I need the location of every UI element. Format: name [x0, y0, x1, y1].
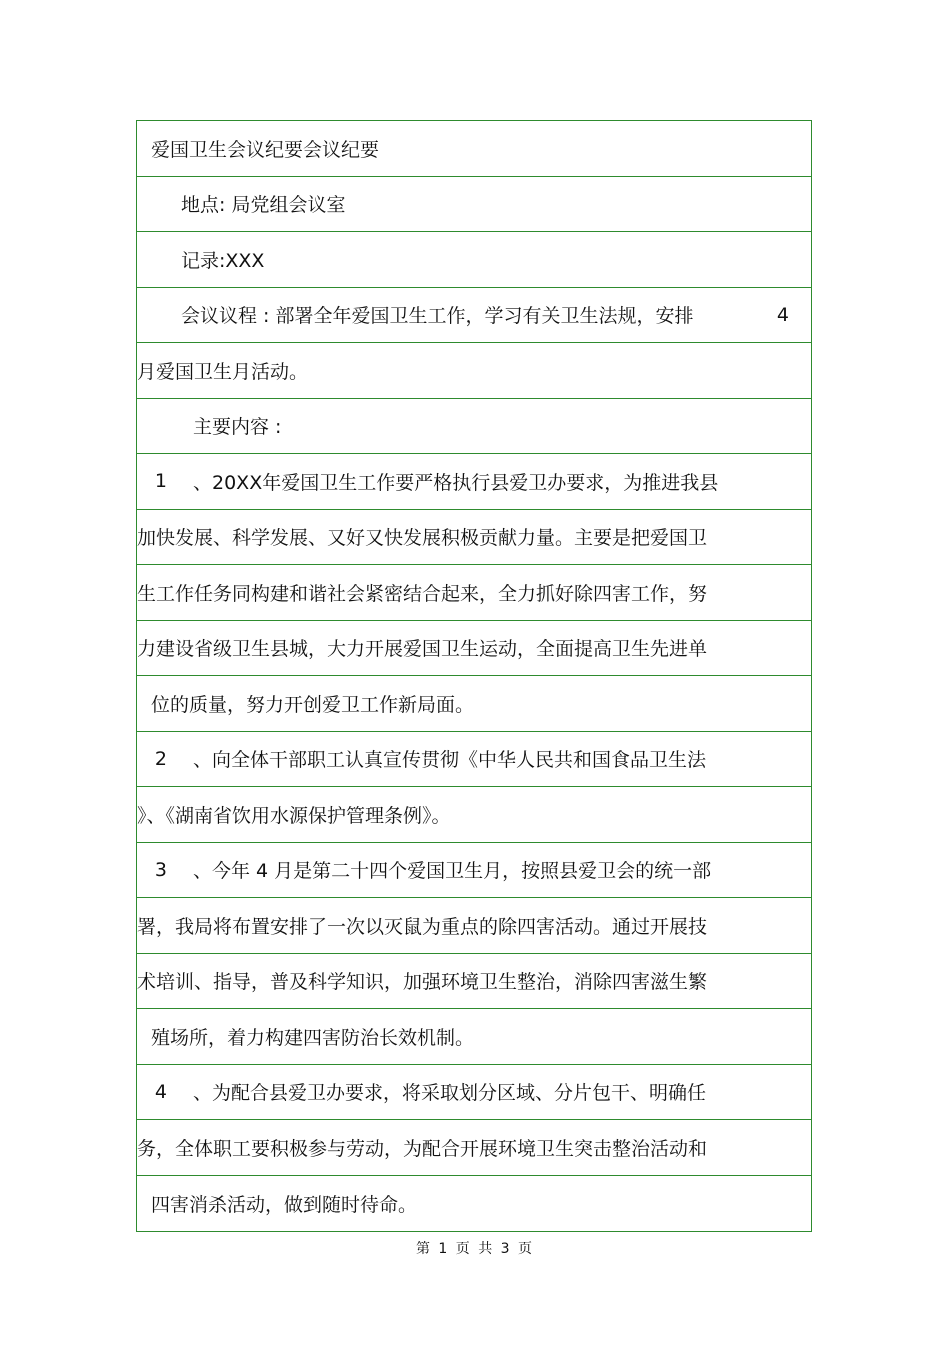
- item-text: 生工作任务同构建和谐社会紧密结合起来，全力抓好除四害工作，努: [137, 582, 708, 605]
- document-title: 爱国卫生会议纪要会议纪要: [151, 138, 380, 161]
- minutes-table: [136, 120, 812, 1232]
- location-text: 地点: 局党组会议室: [181, 194, 346, 217]
- item-text: 术培训、指导，普及科学知识，加强环境卫生整治，消除四害滋生繁: [137, 971, 708, 994]
- item-3-line-3: [137, 954, 811, 1010]
- item-text: 署，我局将布置安排了一次以灭鼠为重点的除四害活动。通过开展技: [137, 915, 708, 938]
- title-row: [137, 121, 811, 177]
- item-4-line-3: [137, 1176, 811, 1232]
- page-footer: 第 1 页 共 3 页: [415, 1241, 535, 1257]
- recorder-text: 记录:XXX: [181, 249, 265, 272]
- item-text: 殖场所，着力构建四害防治长效机制。: [151, 1026, 475, 1049]
- content-heading-row: [137, 399, 811, 455]
- item-number: 3: [154, 858, 167, 881]
- item-1-line-4: [137, 621, 811, 677]
- item-4-line-2: [137, 1120, 811, 1176]
- item-text: 四害消杀活动，做到随时待命。: [151, 1193, 418, 1216]
- item-4-line-1: [137, 1065, 811, 1121]
- item-1-line-3: [137, 565, 811, 621]
- item-3-line-4: [137, 1009, 811, 1065]
- item-number: 4: [154, 1080, 167, 1103]
- item-1-line-1: [137, 454, 811, 510]
- item-text: 务，全体职工要积极参与劳动，为配合开展环境卫生突击整治活动和: [137, 1137, 708, 1160]
- item-text: 加快发展、科学发展、又好又快发展积极贡献力量。主要是把爱国卫: [137, 527, 708, 550]
- item-1-line-2: [137, 510, 811, 566]
- agenda-row-1: [137, 288, 811, 344]
- item-2-line-1: [137, 732, 811, 788]
- location-row: [137, 177, 811, 233]
- item-text: 、20XX年爱国卫生工作要严格执行县爱卫办要求，为推进我县: [193, 471, 719, 494]
- item-text: 》、《湖南省饮用水源保护管理条例》。: [137, 804, 451, 827]
- agenda-text: 会议议程 : 部署全年爱国卫生工作，学习有关卫生法规，安排: [181, 305, 694, 328]
- item-text: 位的质量，努力开创爱卫工作新局面。: [151, 693, 475, 716]
- item-text: 、向全体干部职工认真宣传贯彻《中华人民共和国食品卫生法: [193, 749, 707, 772]
- item-text: 力建设省级卫生县城，大力开展爱国卫生运动，全面提高卫生先进单: [137, 638, 708, 661]
- agenda-continuation: 月爱国卫生月活动。: [137, 360, 309, 383]
- recorder-row: [137, 232, 811, 288]
- item-number: 2: [154, 747, 167, 770]
- content-heading: 主要内容 :: [193, 416, 282, 439]
- item-text: 、为配合县爱卫办要求，将采取划分区域、分片包干、明确任: [193, 1082, 707, 1105]
- item-2-line-2: [137, 787, 811, 843]
- item-text: 、今年 4 月是第二十四个爱国卫生月，按照县爱卫会的统一部: [193, 860, 712, 883]
- agenda-number: 4: [776, 303, 789, 326]
- item-3-line-2: [137, 898, 811, 954]
- item-3-line-1: [137, 843, 811, 899]
- item-1-line-5: [137, 676, 811, 732]
- agenda-row-2: [137, 343, 811, 399]
- item-number: 1: [154, 470, 167, 493]
